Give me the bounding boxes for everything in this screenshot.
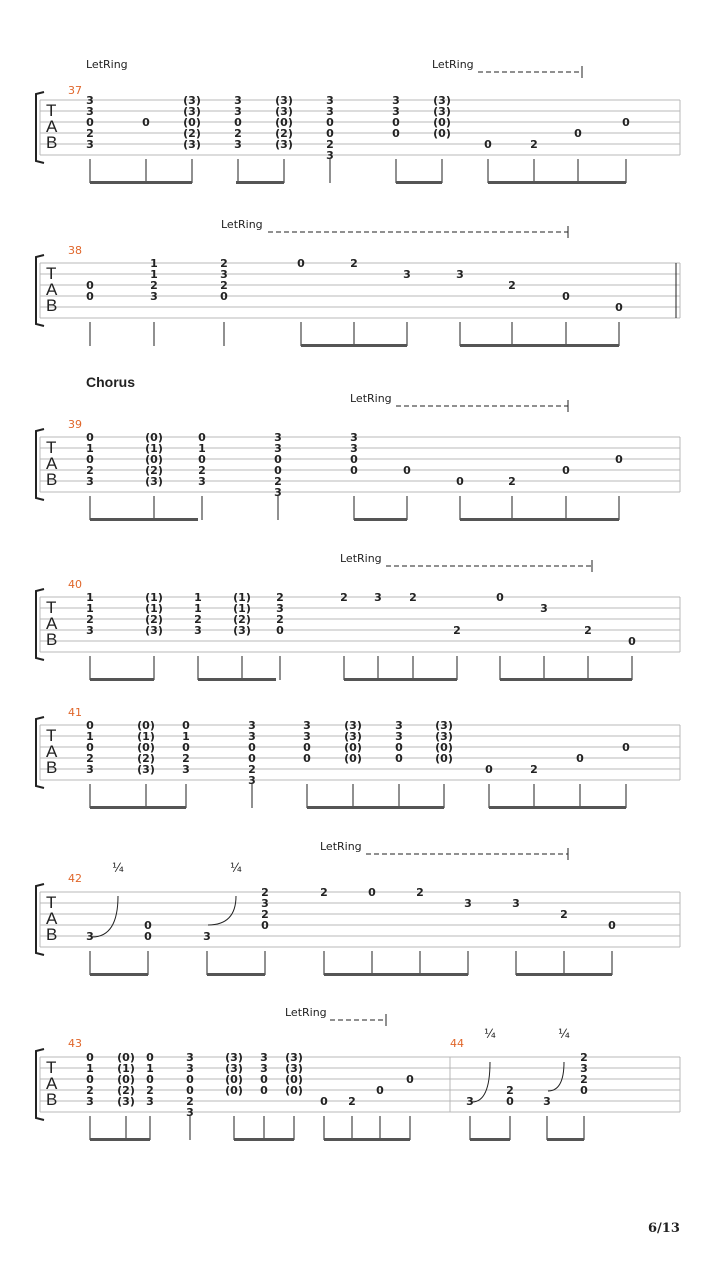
fret-number: 0 [576, 752, 584, 765]
fret-number: 3 [303, 730, 311, 743]
fret-number: 3 [248, 774, 256, 787]
beam [470, 1138, 510, 1141]
fret-number: (1) [145, 591, 163, 604]
fret-number: (0) [435, 741, 453, 754]
fret-number: 0 [144, 919, 152, 932]
bend-arrow [92, 896, 118, 937]
fret-number: 0 [86, 290, 94, 303]
fret-number: 1 [182, 730, 190, 743]
tab-clef-letter: T [46, 726, 57, 745]
fret-number: (0) [137, 741, 155, 754]
fret-number: 0 [86, 279, 94, 292]
fret-number: 0 [182, 719, 190, 732]
let-ring-label: LetRing [221, 218, 263, 231]
fret-number: 3 [220, 268, 228, 281]
fret-number: (3) [285, 1062, 303, 1075]
fret-number: (0) [117, 1051, 135, 1064]
fret-number: 3 [234, 94, 242, 107]
fret-number: 3 [86, 138, 94, 151]
tab-clef-letter: B [46, 133, 58, 152]
fret-number: 0 [248, 741, 256, 754]
measure-number: 42 [68, 872, 82, 885]
fret-number: 3 [466, 1095, 474, 1108]
fret-number: 0 [86, 116, 94, 129]
fret-number: (3) [275, 105, 293, 118]
beam [90, 181, 192, 184]
fret-number: 3 [464, 897, 472, 910]
fret-number: 3 [392, 94, 400, 107]
fret-number: 0 [622, 116, 630, 129]
tab-clef-letter: A [46, 909, 58, 928]
tab-clef-letter: B [46, 470, 58, 489]
fret-number: 3 [350, 442, 358, 455]
beam [500, 678, 632, 681]
tab-clef-letter: B [46, 758, 58, 777]
fret-number: 0 [326, 127, 334, 140]
fret-number: 3 [234, 105, 242, 118]
beam [90, 678, 154, 681]
fret-number: (0) [137, 719, 155, 732]
fret-number: (3) [117, 1095, 135, 1108]
fret-number: 2 [261, 886, 269, 899]
fret-number: (2) [145, 464, 163, 477]
fret-number: 0 [350, 453, 358, 466]
fret-number: (3) [183, 105, 201, 118]
fret-number: 0 [297, 257, 305, 270]
fret-number: 2 [580, 1051, 588, 1064]
fret-number: 2 [530, 763, 538, 776]
fret-number: 1 [86, 591, 94, 604]
fret-number: (3) [137, 763, 155, 776]
fret-number: 2 [261, 908, 269, 921]
fret-number: (0) [225, 1084, 243, 1097]
fret-number: 3 [350, 431, 358, 444]
fret-number: 0 [456, 475, 464, 488]
fret-number: (3) [145, 475, 163, 488]
fret-number: 0 [86, 431, 94, 444]
fret-number: (3) [435, 730, 453, 743]
bend-arrow [548, 1062, 564, 1091]
fret-number: 3 [86, 475, 94, 488]
fret-number: 1 [194, 591, 202, 604]
fret-number: 3 [198, 475, 206, 488]
fret-number: 0 [186, 1084, 194, 1097]
fret-number: 2 [508, 279, 516, 292]
fret-number: 3 [456, 268, 464, 281]
fret-number: (3) [145, 624, 163, 637]
tab-clef-letter: T [46, 598, 57, 617]
fret-number: 3 [186, 1106, 194, 1119]
fret-number: 0 [350, 464, 358, 477]
fret-number: 0 [303, 752, 311, 765]
beam [90, 1138, 150, 1141]
fret-number: 3 [260, 1051, 268, 1064]
measure-number: 41 [68, 706, 82, 719]
fret-number: (3) [435, 719, 453, 732]
fret-number: 3 [580, 1062, 588, 1075]
fret-number: 3 [261, 897, 269, 910]
fret-number: 2 [86, 613, 94, 626]
fret-number: (2) [233, 613, 251, 626]
fret-number: (0) [285, 1073, 303, 1086]
measure-number: 40 [68, 578, 82, 591]
fret-number: (2) [275, 127, 293, 140]
fret-number: 2 [146, 1084, 154, 1097]
tab-clef-letter: B [46, 1090, 58, 1109]
fret-number: 3 [543, 1095, 551, 1108]
fret-number: 1 [150, 257, 158, 270]
tab-clef-letter: T [46, 438, 57, 457]
fret-number: 0 [276, 624, 284, 637]
fret-number: 2 [276, 591, 284, 604]
fret-number: 3 [403, 268, 411, 281]
fret-number: 3 [194, 624, 202, 637]
fret-number: 3 [248, 719, 256, 732]
fret-number: (3) [433, 105, 451, 118]
fret-number: 0 [615, 301, 623, 314]
fret-number: 3 [86, 930, 94, 943]
fret-number: (3) [433, 94, 451, 107]
let-ring-label: LetRing [340, 552, 382, 565]
fret-number: 3 [512, 897, 520, 910]
fret-number: 3 [146, 1095, 154, 1108]
fret-number: 3 [326, 94, 334, 107]
fret-number: 2 [198, 464, 206, 477]
fret-number: 0 [395, 752, 403, 765]
fret-number: 0 [261, 919, 269, 932]
fret-number: 0 [376, 1084, 384, 1097]
measure-number: 38 [68, 244, 82, 257]
fret-number: 0 [142, 116, 150, 129]
page-number: 6/13 [648, 1221, 680, 1236]
beam [234, 1138, 294, 1141]
let-ring-label: LetRing [285, 1006, 327, 1019]
beam [324, 1138, 410, 1141]
fret-number: 0 [608, 919, 616, 932]
section-label-chorus: Chorus [86, 374, 135, 390]
beam [460, 344, 619, 347]
let-ring-label: LetRing [350, 392, 392, 405]
fret-number: 0 [392, 127, 400, 140]
fret-number: 3 [274, 486, 282, 499]
bend-label: ¼ [230, 861, 242, 875]
fret-number: 2 [530, 138, 538, 151]
tab-clef-letter: A [46, 742, 58, 761]
fret-number: 1 [86, 442, 94, 455]
fret-number: 1 [194, 602, 202, 615]
fret-number: (3) [183, 94, 201, 107]
bend-arrow [208, 896, 236, 925]
fret-number: 2 [234, 127, 242, 140]
fret-number: 0 [392, 116, 400, 129]
fret-number: 2 [453, 624, 461, 637]
fret-number: 2 [274, 475, 282, 488]
fret-number: 0 [86, 453, 94, 466]
fret-number: 0 [146, 1051, 154, 1064]
fret-number: 2 [220, 257, 228, 270]
fret-number: 3 [86, 105, 94, 118]
fret-number: 2 [350, 257, 358, 270]
fret-number: 0 [260, 1073, 268, 1086]
tab-clef-letter: T [46, 1058, 57, 1077]
bend-label: ¼ [558, 1027, 570, 1041]
fret-number: 0 [248, 752, 256, 765]
fret-number: 0 [274, 464, 282, 477]
fret-number: 2 [182, 752, 190, 765]
fret-number: (2) [183, 127, 201, 140]
fret-number: 2 [150, 279, 158, 292]
fret-number: 0 [220, 290, 228, 303]
fret-number: 3 [395, 719, 403, 732]
beam [90, 806, 186, 809]
fret-number: 3 [203, 930, 211, 943]
tab-clef-letter: B [46, 630, 58, 649]
fret-number: (3) [233, 624, 251, 637]
fret-number: 2 [186, 1095, 194, 1108]
fret-number: (1) [117, 1062, 135, 1075]
fret-number: 0 [562, 464, 570, 477]
fret-number: (0) [433, 127, 451, 140]
fret-number: (3) [285, 1051, 303, 1064]
fret-number: 0 [186, 1073, 194, 1086]
fret-number: (1) [137, 730, 155, 743]
fret-number: 2 [86, 1084, 94, 1097]
bend-label: ¼ [112, 861, 124, 875]
tab-clef-letter: T [46, 893, 57, 912]
fret-number: 0 [403, 464, 411, 477]
fret-number: 2 [506, 1084, 514, 1097]
fret-number: 0 [496, 591, 504, 604]
fret-number: 1 [86, 730, 94, 743]
beam [547, 1138, 584, 1141]
tab-clef-letter: A [46, 614, 58, 633]
fret-number: 0 [182, 741, 190, 754]
tab-clef-letter: A [46, 280, 58, 299]
fret-number: 0 [198, 431, 206, 444]
fret-number: 3 [274, 442, 282, 455]
let-ring-label: LetRing [432, 58, 474, 71]
fret-number: 3 [86, 94, 94, 107]
fret-number: 0 [86, 1051, 94, 1064]
fret-number: (1) [145, 442, 163, 455]
fret-number: 0 [368, 886, 376, 899]
fret-number: 0 [484, 138, 492, 151]
fret-number: 0 [144, 930, 152, 943]
fret-number: 3 [303, 719, 311, 732]
fret-number: (0) [145, 431, 163, 444]
fret-number: 3 [182, 763, 190, 776]
fret-number: 3 [150, 290, 158, 303]
fret-number: 3 [392, 105, 400, 118]
fret-number: (1) [233, 591, 251, 604]
fret-number: 0 [146, 1073, 154, 1086]
fret-number: 2 [340, 591, 348, 604]
fret-number: (0) [285, 1084, 303, 1097]
fret-number: (0) [183, 116, 201, 129]
fret-number: 2 [348, 1095, 356, 1108]
beam [324, 973, 468, 976]
tab-clef-letter: B [46, 925, 58, 944]
fret-number: 0 [86, 1073, 94, 1086]
fret-number: 2 [194, 613, 202, 626]
fret-number: 3 [86, 1095, 94, 1108]
fret-number: 3 [186, 1062, 194, 1075]
beam [488, 181, 626, 184]
fret-number: (2) [117, 1084, 135, 1097]
beam [236, 181, 284, 184]
fret-number: 0 [615, 453, 623, 466]
beam [198, 678, 276, 681]
fret-number: (3) [344, 719, 362, 732]
fret-number: (3) [225, 1051, 243, 1064]
fret-number: 3 [276, 602, 284, 615]
fret-number: (0) [145, 453, 163, 466]
fret-number: 3 [186, 1051, 194, 1064]
tab-clef-letter: T [46, 101, 57, 120]
fret-number: 0 [326, 116, 334, 129]
fret-number: (3) [183, 138, 201, 151]
fret-number: 2 [86, 464, 94, 477]
fret-number: (3) [275, 138, 293, 151]
fret-number: 1 [198, 442, 206, 455]
fret-number: 1 [86, 1062, 94, 1075]
tab-clef-letter: B [46, 296, 58, 315]
fret-number: 2 [276, 613, 284, 626]
tab-clef-letter: A [46, 454, 58, 473]
fret-number: 2 [220, 279, 228, 292]
fret-number: 2 [416, 886, 424, 899]
fret-number: (1) [145, 602, 163, 615]
fret-number: (0) [225, 1073, 243, 1086]
fret-number: 0 [260, 1084, 268, 1097]
fret-number: 0 [622, 741, 630, 754]
fret-number: (0) [344, 741, 362, 754]
fret-number: 1 [146, 1062, 154, 1075]
fret-number: 0 [580, 1084, 588, 1097]
fret-number: 0 [628, 635, 636, 648]
fret-number: 0 [506, 1095, 514, 1108]
fret-number: 2 [409, 591, 417, 604]
fret-number: (2) [137, 752, 155, 765]
fret-number: 3 [326, 149, 334, 162]
fret-number: 2 [560, 908, 568, 921]
fret-number: (0) [344, 752, 362, 765]
fret-number: 3 [86, 763, 94, 776]
fret-number: 3 [86, 624, 94, 637]
fret-number: 0 [406, 1073, 414, 1086]
fret-number: 0 [274, 453, 282, 466]
tab-clef-letter: A [46, 117, 58, 136]
tab-clef-letter: A [46, 1074, 58, 1093]
beam [354, 518, 407, 521]
fret-number: 0 [86, 719, 94, 732]
beam [307, 806, 444, 809]
fret-number: 2 [508, 475, 516, 488]
fret-number: 2 [584, 624, 592, 637]
measure-number: 43 [68, 1037, 82, 1050]
fret-number: 2 [320, 886, 328, 899]
beam [516, 973, 612, 976]
let-ring-label: LetRing [320, 840, 362, 853]
fret-number: 0 [234, 116, 242, 129]
fret-number: (3) [225, 1062, 243, 1075]
fret-number: (0) [275, 116, 293, 129]
bend-label: ¼ [484, 1027, 496, 1041]
measure-number: 39 [68, 418, 82, 431]
beam [396, 181, 442, 184]
measure-number: 44 [450, 1037, 464, 1050]
fret-number: 3 [540, 602, 548, 615]
fret-number: 0 [198, 453, 206, 466]
fret-number: (0) [117, 1073, 135, 1086]
fret-number: 1 [86, 602, 94, 615]
beam [207, 973, 265, 976]
fret-number: 3 [274, 431, 282, 444]
fret-number: 2 [580, 1073, 588, 1086]
fret-number: 3 [326, 105, 334, 118]
fret-number: 3 [374, 591, 382, 604]
fret-number: 3 [395, 730, 403, 743]
fret-number: (1) [233, 602, 251, 615]
let-ring-label: LetRing [86, 58, 128, 71]
beam [90, 973, 148, 976]
beam [344, 678, 457, 681]
fret-number: 1 [150, 268, 158, 281]
beam [90, 518, 198, 521]
beam [301, 344, 407, 347]
fret-number: 2 [86, 127, 94, 140]
fret-number: 0 [303, 741, 311, 754]
fret-number: (3) [344, 730, 362, 743]
fret-number: 0 [395, 741, 403, 754]
fret-number: (0) [435, 752, 453, 765]
measure-number: 37 [68, 84, 82, 97]
fret-number: 3 [248, 730, 256, 743]
fret-number: 0 [562, 290, 570, 303]
fret-number: 0 [485, 763, 493, 776]
fret-number: 0 [320, 1095, 328, 1108]
fret-number: 3 [234, 138, 242, 151]
fret-number: (0) [433, 116, 451, 129]
fret-number: 0 [86, 741, 94, 754]
tab-clef-letter: T [46, 264, 57, 283]
fret-number: 3 [260, 1062, 268, 1075]
fret-number: 2 [86, 752, 94, 765]
fret-number: (3) [275, 94, 293, 107]
beam [460, 518, 619, 521]
fret-number: 0 [574, 127, 582, 140]
beam [489, 806, 626, 809]
fret-number: 2 [248, 763, 256, 776]
fret-number: (2) [145, 613, 163, 626]
fret-number: 2 [326, 138, 334, 151]
